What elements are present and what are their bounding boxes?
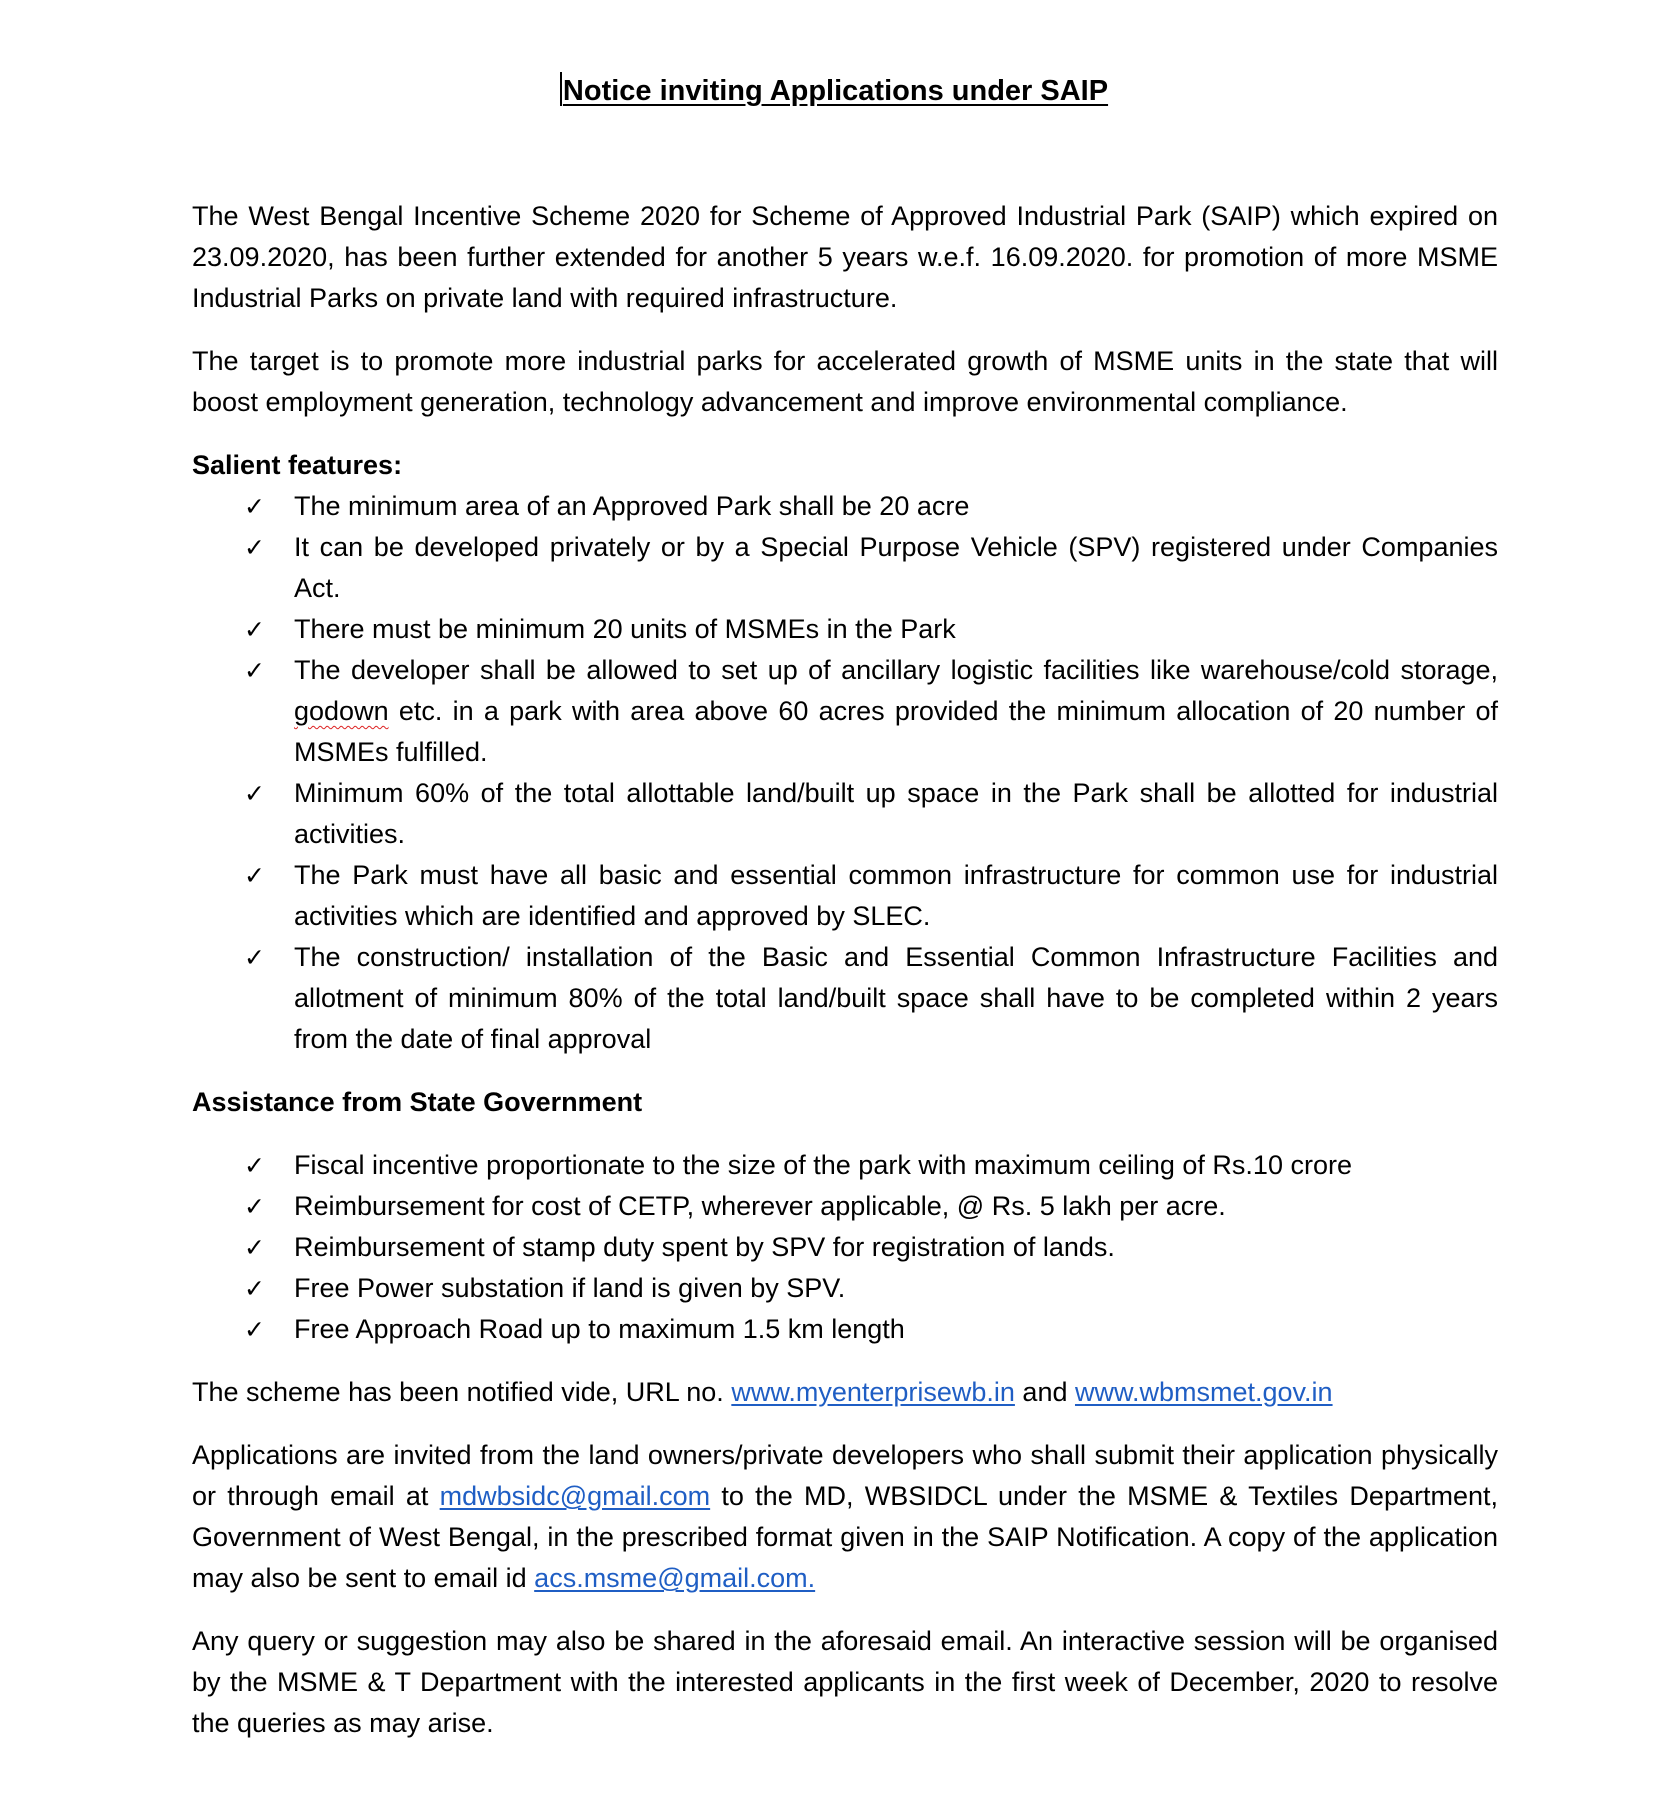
list-item-text: There must be minimum 20 units of MSMEs in the Park [294,614,956,644]
checkmark-icon: ✓ [244,861,265,890]
intro-paragraph-1: The West Bengal Incentive Scheme 2020 for Scheme of Approved Industrial Park (SAIP) which expired on 23.09.2020, has been further extended for another 5 years w.e.f. 16.09.2020. for promotion of more MSME Industrial Parks on private land with required infrastructure. [192,201,1498,313]
assistance-heading: Assistance from State Government [192,1087,643,1117]
list-item-text: Free Approach Road up to maximum 1.5 km length [294,1314,905,1344]
assistance-list [192,1145,1498,1350]
intro-paragraph-2: The target is to promote more industrial parks for accelerated growth of MSME units in the state that will boost employment generation, technology advancement and improve environmental compliance. [192,346,1498,417]
list-item [192,650,1498,773]
acs-msme-email-link[interactable]: acs.msme@gmail.com. [534,1563,816,1593]
list-item-text: Fiscal incentive proportionate to the size of the park with maximum ceiling of Rs.10 crore [294,1150,1352,1180]
checkmark-icon: ✓ [244,1151,265,1180]
list-item [192,1227,1498,1268]
list-item-text: Reimbursement of stamp duty spent by SPV for registration of lands. [294,1232,1115,1262]
list-item [192,527,1498,609]
document-body [192,196,1498,1766]
list-item [192,1268,1498,1309]
checkmark-icon: ✓ [244,779,265,808]
text-cursor [560,72,562,106]
wbmsmet-link[interactable]: www.wbmsmet.gov.in [1074,1377,1333,1407]
list-item [192,773,1498,855]
list-item-text: Reimbursement for cost of CETP, wherever applicable, @ Rs. 5 lakh per acre. [294,1191,1226,1221]
list-item-text-pre: The developer shall be allowed to set up of ancillary logistic facilities like warehouse/cold storage, [294,655,1498,685]
spellcheck-flagged-word[interactable]: godown [294,696,389,726]
salient-features-list [192,486,1498,1060]
notified-text: The scheme has been notified vide, URL no. [192,1377,732,1407]
list-item [192,937,1498,1060]
checkmark-icon: ✓ [244,656,265,685]
checkmark-icon: ✓ [244,1233,265,1262]
myenterprise-link[interactable]: www.myenterprisewb.in [731,1377,1015,1407]
list-item [192,486,1498,527]
mdwbsidc-email-link[interactable]: mdwbsidc@gmail.com [439,1481,711,1511]
checkmark-icon: ✓ [244,615,265,644]
page-title: Notice inviting Applications under SAIP [562,75,1109,107]
applications-text-pre: Applications are invited from the land owners/private developers who shall submit their application physically or through email at [192,1440,1498,1511]
salient-features-heading: Salient features: [192,450,403,480]
checkmark-icon: ✓ [244,1315,265,1344]
query-paragraph: Any query or suggestion may also be shared in the aforesaid email. An interactive session will be organised by the MSME & T Department with the interested applicants in the first week of December, 2020 to resolve the queries as may arise. [192,1626,1498,1738]
checkmark-icon: ✓ [244,1192,265,1221]
page-title-line [0,72,1668,108]
checkmark-icon: ✓ [244,1274,265,1303]
list-item-text-post: etc. in a park with area above 60 acres provided the minimum allocation of 20 number of MSMEs fulfilled. [294,696,1498,767]
list-item-text: It can be developed privately or by a Special Purpose Vehicle (SPV) registered under Companies Act. [294,532,1498,603]
notified-and: and [1014,1377,1075,1407]
list-item [192,609,1498,650]
checkmark-icon: ✓ [244,943,265,972]
list-item [192,1145,1498,1186]
list-item-text: The Park must have all basic and essential common infrastructure for common use for industrial activities which are identified and approved by SLEC. [294,860,1498,931]
list-item-text: Minimum 60% of the total allottable land/built up space in the Park shall be allotted for industrial activities. [294,778,1498,849]
checkmark-icon: ✓ [244,492,265,521]
applications-paragraph [192,1435,1498,1599]
notified-paragraph [192,1372,1498,1413]
list-item-text: The construction/ installation of the Basic and Essential Common Infrastructure Facilities and allotment of minimum 80% of the total land/built space shall have to be completed within 2 years from the date of final approval [294,942,1498,1054]
list-item-text: Free Power substation if land is given by SPV. [294,1273,846,1303]
applications-text-mid: to the MD, WBSIDCL under the MSME & Textiles Department, Government of West Bengal, in the prescribed format given in the SAIP Notification. A copy of the application may also be sent to email id [192,1481,1498,1593]
list-item [192,1186,1498,1227]
checkmark-icon: ✓ [244,533,265,562]
list-item [192,855,1498,937]
list-item [192,1309,1498,1350]
list-item-text: The minimum area of an Approved Park shall be 20 acre [294,491,970,521]
